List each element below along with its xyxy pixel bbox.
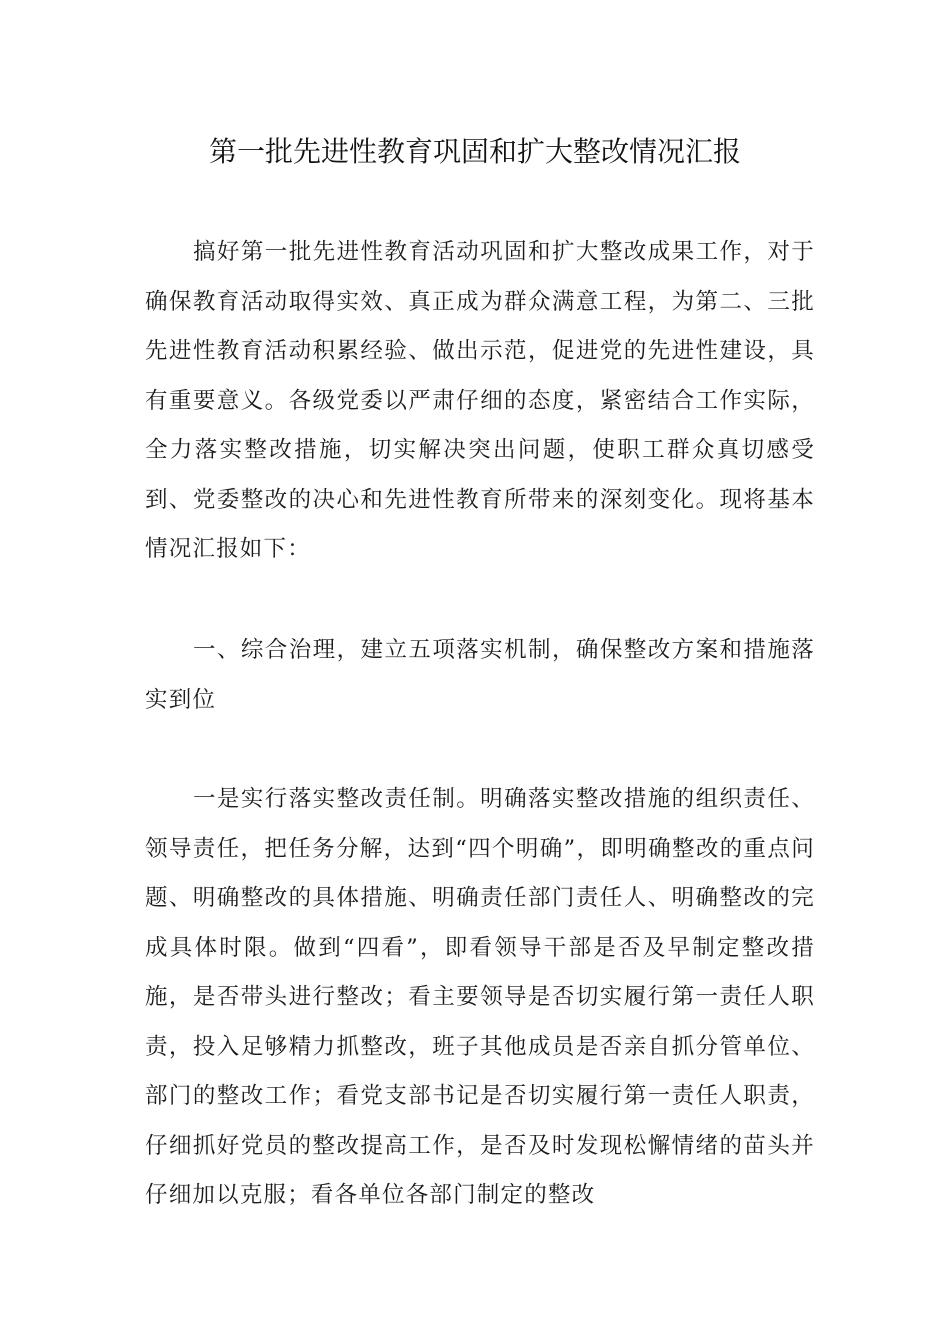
document-title: 第一批先进性教育巩固和扩大整改情况汇报 [208, 135, 741, 168]
section-heading-one: 一、综合治理，建立五项落实机制，确保整改方案和措施落实到位 [145, 637, 815, 713]
body-paragraph-responsibility: 一是实行落实整改责任制。明确落实整改措施的组织责任、领导责任，把任务分解，达到“四个明确”，即明确整改的重点问题、明确整改的具体措施、明确责任部门责任人、明确整改的完成具体时限。做到“四看”，即看领导干部是否及早制定整改措施，是否带头进行整改；看主要领导是否切实履行第一责任人职责，投入足够精力抓整改，班子其他成员是否亲自抓分管单位、部门的整改工作；看党支部书记是否切实履行第一责任人职责，仔细抓好党员的整改提高工作，是否及时发现松懈情绪的苗头并仔细加以克服；看各单位各部门制定的整改 [145, 786, 815, 1208]
intro-paragraph: 搞好第一批先进性教育活动巩固和扩大整改成果工作，对于确保教育活动取得实效、真正成为群众满意工程，为第二、三批先进性教育活动积累经验、做出示范，促进党的先进性建设，具有重要意义。各级党委以严肃仔细的态度，紧密结合工作实际，全力落实整改措施，切实解决突出问题，使职工群众真切感受到、党委整改的决心和先进性教育所带来的深刻变化。现将基本情况汇报如下： [145, 239, 815, 562]
